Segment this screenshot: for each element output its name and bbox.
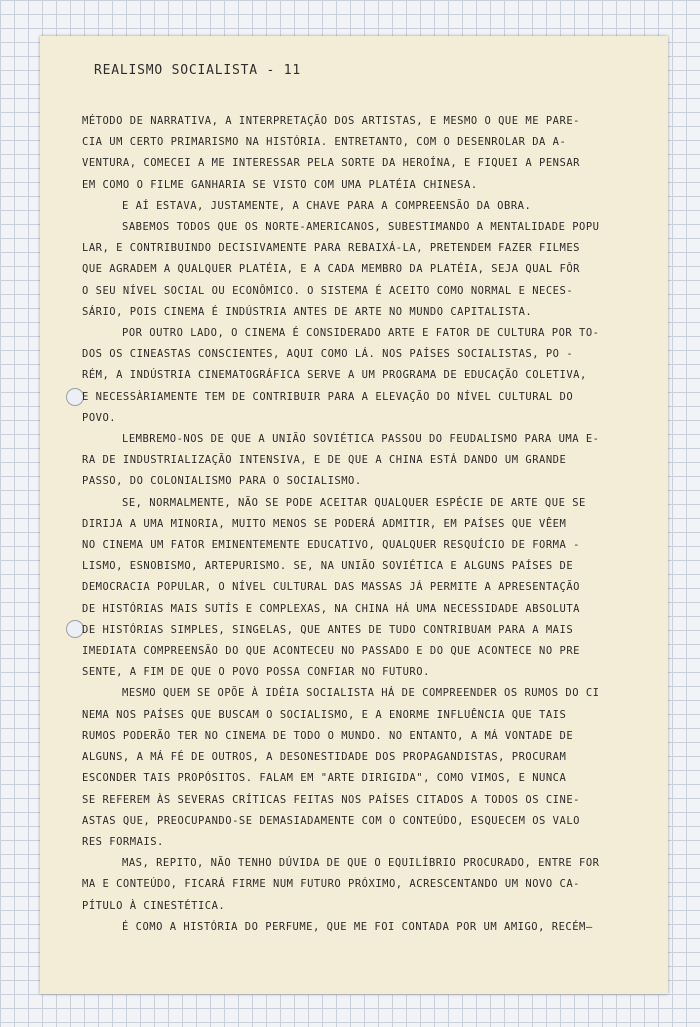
text-line: RUMOS PODERÃO TER NO CINEMA DE TODO O MUNDO. NO ENTANTO, A MÁ VONTADE DE xyxy=(82,729,574,742)
text-line: DE HISTÓRIAS MAIS SUTÍS E COMPLEXAS, NA CHINA HÁ UMA NECESSIDADE ABSOLUTA xyxy=(82,602,580,615)
text-line: E AÍ ESTAVA, JUSTAMENTE, A CHAVE PARA A COMPREENSÃO DA OBRA. xyxy=(122,199,532,212)
page-body xyxy=(82,111,654,938)
text-line: PASSO, DO COLONIALISMO PARA O SOCIALISMO. xyxy=(82,475,362,488)
text-line: LAR, E CONTRIBUINDO DECISIVAMENTE PARA REBAIXÁ-LA, PRETENDEM FAZER FILMES xyxy=(82,242,580,255)
text-line: ASTAS QUE, PREOCUPANDO-SE DEMASIADAMENTE COM O CONTEÚDO, ESQUECEM OS VALO xyxy=(82,814,580,827)
text-line: POR OUTRO LADO, O CINEMA É CONSIDERADO ARTE E FATOR DE CULTURA POR TO- xyxy=(122,327,600,340)
text-line: DE HISTÓRIAS SIMPLES, SINGELAS, QUE ANTES DE TUDO CONTRIBUAM PARA A MAIS xyxy=(82,623,574,636)
text-line: DIRIJA A UMA MINORIA, MUITO MENOS SE PODERÁ ADMITIR, EM PAÍSES QUE VÊEM xyxy=(82,517,567,530)
text-line: VENTURA, COMECEI A ME INTERESSAR PELA SORTE DA HEROÍNA, E FIQUEI A PENSAR xyxy=(82,157,580,170)
text-line: MA E CONTEÚDO, FICARÁ FIRME NUM FUTURO PRÓXIMO, ACRESCENTANDO UM NOVO CA- xyxy=(82,878,580,891)
page-header: REALISMO SOCIALISTA - 11 xyxy=(94,63,302,78)
text-line: RA DE INDUSTRIALIZAÇÃO INTENSIVA, E DE QUE A CHINA ESTÁ DANDO UM GRANDE xyxy=(82,454,567,467)
text-line: MESMO QUEM SE OPÕE À IDÉIA SOCIALISTA HÁ DE COMPREENDER OS RUMOS DO CI xyxy=(122,687,600,700)
text-line: MÉTODO DE NARRATIVA, A INTERPRETAÇÃO DOS ARTISTAS, E MESMO O QUE ME PARE- xyxy=(82,115,580,127)
text-line: MAS, REPITO, NÃO TENHO DÚVIDA DE QUE O EQUILÍBRIO PROCURADO, ENTRE FOR xyxy=(122,857,600,870)
text-line: DOS OS CINEASTAS CONSCIENTES, AQUI COMO LÁ. NOS PAÍSES SOCIALISTAS, PO - xyxy=(82,348,574,361)
text-line: CIA UM CERTO PRIMARISMO NA HISTÓRIA. ENTRETANTO, COM O DESENROLAR DA A- xyxy=(82,136,567,149)
text-line: ESCONDER TAIS PROPÓSITOS. FALAM EM "ARTE DIRIGIDA", COMO VIMOS, E NUNCA xyxy=(82,772,567,785)
text-line: NEMA NOS PAÍSES QUE BUSCAM O SOCIALISMO, E A ENORME INFLUÊNCIA QUE TAIS xyxy=(82,708,567,721)
text-line: LEMBREMO-NOS DE QUE A UNIÃO SOVIÉTICA PASSOU DO FEUDALISMO PARA UMA E- xyxy=(122,433,600,446)
text-line: SE, NORMALMENTE, NÃO SE PODE ACEITAR QUALQUER ESPÉCIE DE ARTE QUE SE xyxy=(122,496,586,509)
text-line: EM COMO O FILME GANHARIA SE VISTO COM UMA PLATÉIA CHINESA. xyxy=(82,178,478,191)
text-line: ALGUNS, A MÁ FÉ DE OUTROS, A DESONESTIDADE DOS PROPAGANDISTAS, PROCURAM xyxy=(82,751,567,764)
text-line: DEMOCRACIA POPULAR, O NÍVEL CULTURAL DAS MASSAS JÁ PERMITE A APRESENTAÇÃO xyxy=(82,581,580,594)
text-line: SE REFEREM ÀS SEVERAS CRÍTICAS FEITAS NOS PAÍSES CITADOS A TODOS OS CINE- xyxy=(82,793,580,806)
text-line: QUE AGRADEM A QUALQUER PLATÉIA, E A CADA MEMBRO DA PLATÉIA, SEJA QUAL FÔR xyxy=(82,263,580,276)
text-line: É COMO A HISTÓRIA DO PERFUME, QUE ME FOI CONTADA POR UM AMIGO, RECÉM— xyxy=(122,920,593,933)
text-line: SENTE, A FIM DE QUE O POVO POSSA CONFIAR NO FUTURO. xyxy=(82,666,430,679)
text-line: LISMO, ESNOBISMO, ARTEPURISMO. SE, NA UNIÃO SOVIÉTICA E ALGUNS PAÍSES DE xyxy=(82,560,574,573)
text-line: PÍTULO À CINESTÉTICA. xyxy=(82,899,226,912)
text-line: POVO. xyxy=(82,411,117,424)
text-line: IMEDIATA COMPREENSÃO DO QUE ACONTECEU NO PASSADO E DO QUE ACONTECE NO PRE xyxy=(82,645,580,658)
text-line: RÉM, A INDÚSTRIA CINEMATOGRÁFICA SERVE A UM PROGRAMA DE EDUCAÇÃO COLETIVA, xyxy=(82,369,587,382)
text-line: NO CINEMA UM FATOR EMINENTEMENTE EDUCATIVO, QUALQUER RESQUÍCIO DE FORMA - xyxy=(82,539,580,552)
text-line: O SEU NÍVEL SOCIAL OU ECONÔMICO. O SISTEMA É ACEITO COMO NORMAL E NECES- xyxy=(82,284,574,297)
text-line: RES FORMAIS. xyxy=(82,835,164,848)
text-line: SÁRIO, POIS CINEMA É INDÚSTRIA ANTES DE ARTE NO MUNDO CAPITALISTA. xyxy=(82,305,533,318)
text-line: E NECESSÀRIAMENTE TEM DE CONTRIBUIR PARA A ELEVAÇÃO DO NÍVEL CULTURAL DO xyxy=(82,390,574,403)
typewritten-page xyxy=(40,36,668,994)
text-line: SABEMOS TODOS QUE OS NORTE-AMERICANOS, SUBESTIMANDO A MENTALIDADE POPU xyxy=(122,221,600,234)
